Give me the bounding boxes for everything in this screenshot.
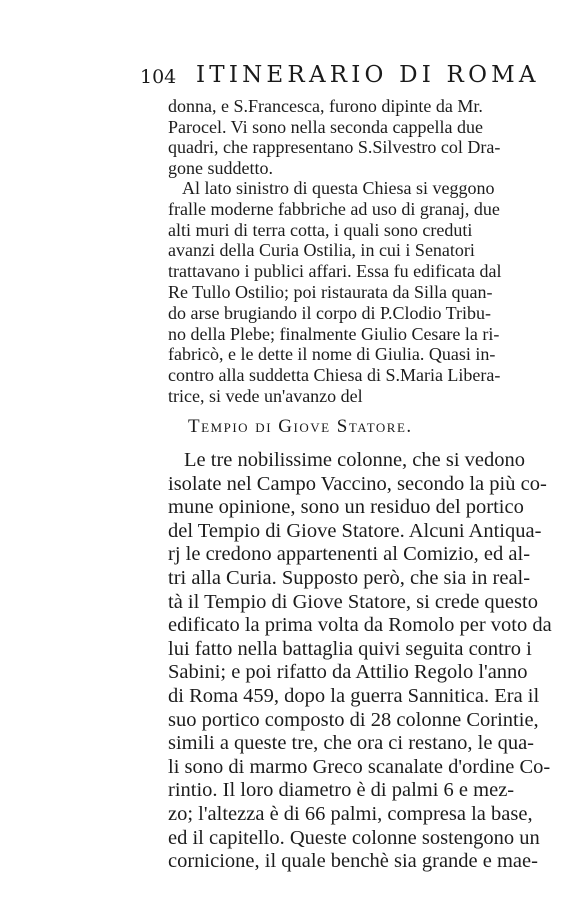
text-line: Re Tullo Ostilio; poi ristaurata da Silla quan-: [168, 281, 493, 302]
text-line: rintio. Il loro diametro è di palmi 6 e mez-: [168, 779, 515, 802]
page-header: [140, 62, 540, 94]
text-line: trice, si vede un'avanzo del: [168, 385, 363, 406]
text-line: fabricò, e le dette il nome di Giulia. Quasi in-: [168, 344, 496, 365]
text-line: cornicione, il quale benchè sia grande e mae-: [168, 850, 538, 873]
text-line: li sono di marmo Greco scanalate d'ordine Co-: [168, 755, 551, 778]
text-line: gone suddetto.: [168, 157, 273, 178]
text-line: zo; l'altezza è di 66 palmi, compresa la base,: [168, 802, 533, 825]
text-line: Sabini; e poi rifatto da Attilio Regolo l'anno: [168, 661, 528, 684]
text-line: no della Plebe; finalmente Giulio Cesare la ri-: [168, 323, 500, 344]
text-line: contro alla suddetta Chiesa di S.Maria Libera-: [168, 365, 501, 386]
text-line: do arse brugiando il corpo di P.Clodio Tribu-: [168, 302, 491, 323]
paragraph-3: [168, 449, 560, 874]
text-line: alti muri di terra cotta, i quali sono creduti: [168, 219, 473, 240]
text-line: Parocel. Vi sono nella seconda cappella due: [168, 116, 483, 137]
paragraph-2: [168, 178, 560, 407]
text-line: donna, e S.Francesca, furono dipinte da Mr.: [168, 96, 483, 116]
text-line: tri alla Curia. Supposto però, che sia in real-: [168, 566, 531, 589]
text-line: mune opinione, sono un residuo del portico: [168, 496, 524, 519]
text-line: di Roma 459, dopo la guerra Sannitica. Era il: [168, 684, 540, 707]
page-number: 104: [140, 66, 177, 88]
section-heading: Tempio di Giove Statore.: [188, 416, 413, 437]
text-line: edificato la prima volta da Romolo per voto da: [168, 614, 552, 637]
text-line: lui fatto nella battaglia quivi seguita contro i: [168, 637, 532, 660]
text-line: isolate nel Campo Vaccino, secondo la più co-: [168, 472, 547, 495]
text-line: Al lato sinistro di questa Chiesa si veggono: [182, 178, 495, 198]
text-line: simili a queste tre, che ora ci restano, le qua-: [168, 732, 535, 755]
text-line: Le tre nobilissime colonne, che si vedono: [184, 449, 526, 471]
text-line: quadri, che rappresentano S.Silvestro col Dra-: [168, 137, 501, 158]
text-line: fralle moderne fabbriche ad uso di granaj, due: [168, 198, 500, 219]
text-line: tà il Tempio di Giove Statore, si crede questo: [168, 590, 538, 613]
text-line: suo portico composto di 28 colonne Corintie,: [168, 708, 539, 731]
text-line: avanzi della Curia Ostilia, in cui i Senatori: [168, 240, 475, 261]
text-line: rj le credono appartenenti al Comizio, ed al-: [168, 543, 531, 566]
running-title: ITINERARIO DI ROMA: [196, 62, 540, 88]
text-line: trattavano i publici affari. Essa fu edificata dal: [168, 261, 502, 282]
text-line: ed il capitello. Queste colonne sostengono un: [168, 826, 540, 849]
text-line: del Tempio di Giove Statore. Alcuni Antiqua-: [168, 519, 542, 542]
paragraph-1: [168, 96, 560, 178]
